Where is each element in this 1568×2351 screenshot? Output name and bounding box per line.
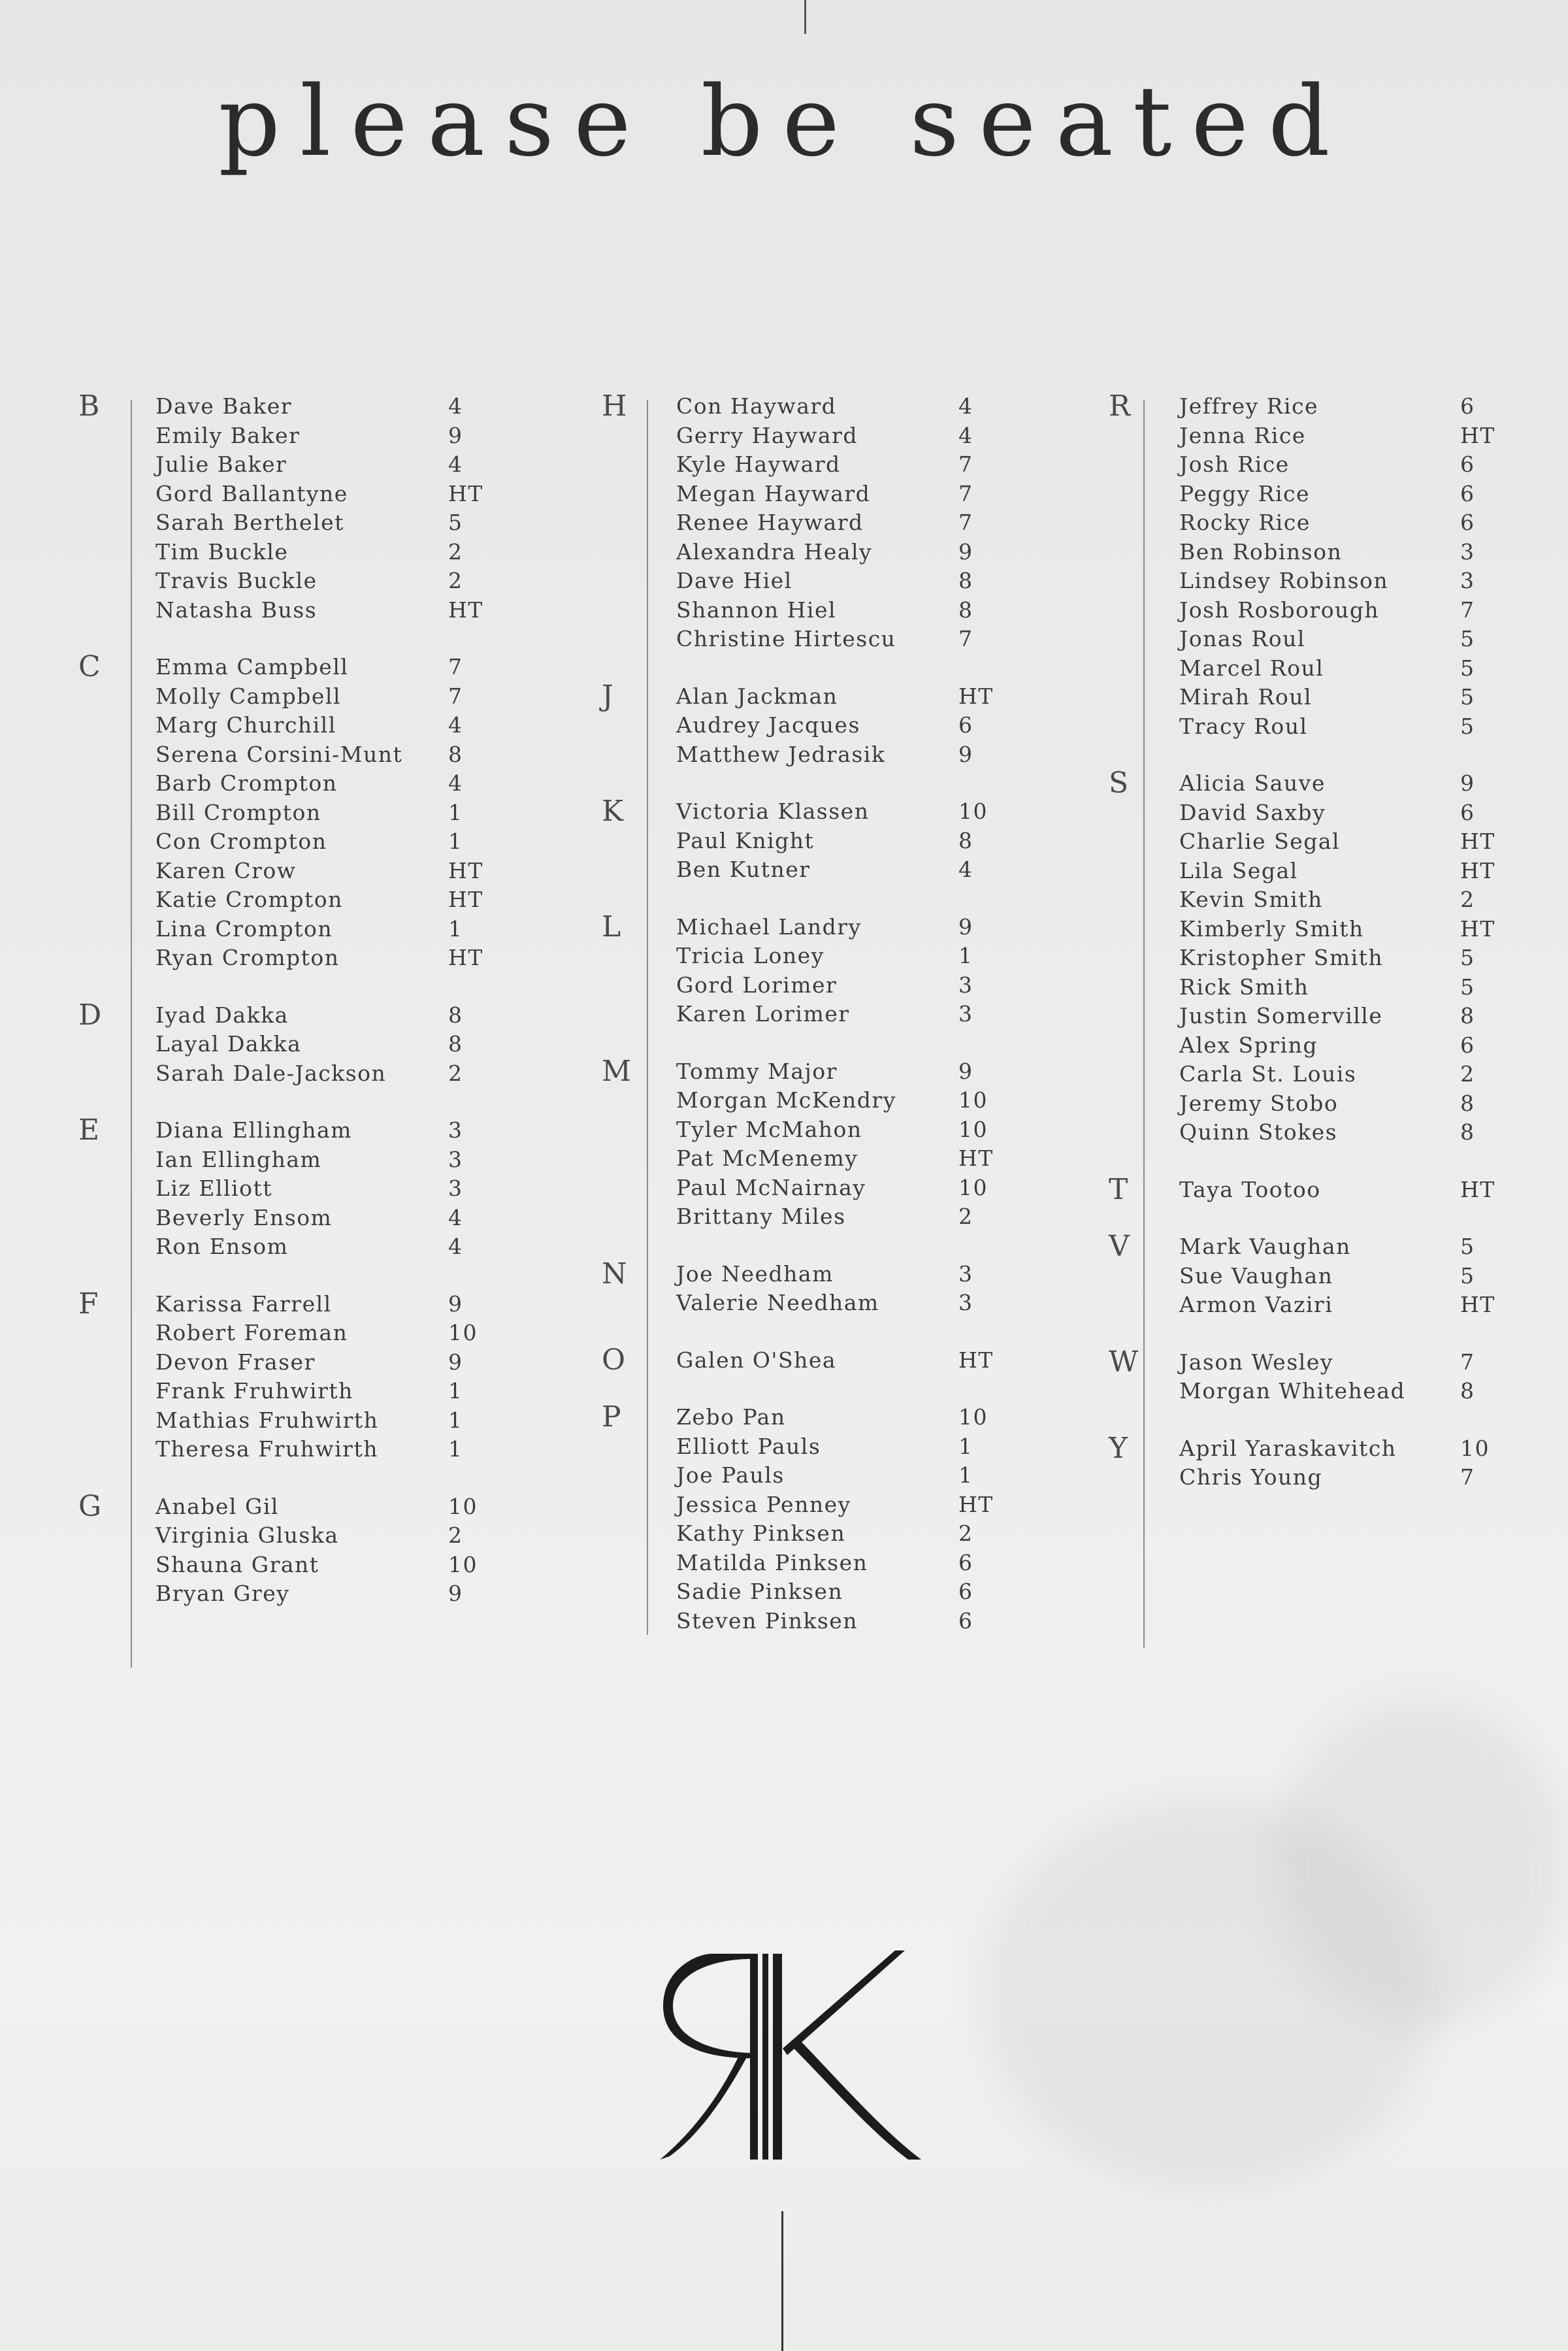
guest-name: Charlie Segal bbox=[1179, 829, 1341, 854]
table-number: 3 bbox=[448, 1176, 463, 1201]
guest-name: Morgan Whitehead bbox=[1179, 1378, 1406, 1404]
guest-name: Paul McNairnay bbox=[676, 1174, 866, 1200]
table-number: HT bbox=[958, 1145, 994, 1171]
group-letter: J bbox=[602, 679, 613, 713]
guest-name: Audrey Jacques bbox=[676, 712, 860, 738]
guest-name: Joe Needham bbox=[676, 1260, 834, 1287]
guest-name: Beverly Ensom bbox=[155, 1204, 333, 1230]
guest-name: Tommy Major bbox=[676, 1058, 838, 1084]
guest-name: Michael Landry bbox=[676, 913, 862, 940]
table-number: 3 bbox=[1460, 568, 1475, 593]
guest-name: Gord Ballantyne bbox=[155, 480, 348, 506]
guest-name: Sue Vaughan bbox=[1179, 1262, 1333, 1289]
guest-name: Anabel Gil bbox=[155, 1493, 279, 1519]
table-number: 2 bbox=[1460, 887, 1475, 912]
table-number: HT bbox=[448, 597, 483, 623]
table-number: 10 bbox=[448, 1551, 478, 1577]
guest-name: Lindsey Robinson bbox=[1179, 568, 1389, 593]
guest-name: Matilda Pinksen bbox=[676, 1549, 868, 1575]
guest-name: April Yaraskavitch bbox=[1179, 1435, 1397, 1461]
table-number: 2 bbox=[1460, 1061, 1475, 1087]
table-number: 4 bbox=[958, 857, 973, 882]
guest-name: Tracy Roul bbox=[1179, 713, 1308, 739]
guest-name: Victoria Klassen bbox=[676, 798, 870, 824]
group-letter: H bbox=[602, 389, 627, 423]
guest-name: Natasha Buss bbox=[155, 597, 318, 623]
guest-name: Paul Knight bbox=[676, 827, 815, 853]
guest-name: Ian Ellingham bbox=[155, 1146, 322, 1172]
guest-name: Carla St. Louis bbox=[1179, 1061, 1357, 1087]
table-number: HT bbox=[1460, 422, 1495, 448]
group-letter: C bbox=[78, 650, 101, 683]
table-number: 6 bbox=[1460, 480, 1475, 506]
table-number: HT bbox=[1460, 829, 1495, 854]
table-number: 5 bbox=[1460, 713, 1475, 739]
table-number: 10 bbox=[448, 1493, 478, 1519]
column-divider bbox=[131, 400, 132, 1668]
guest-name: Mathias Fruhwirth bbox=[155, 1407, 379, 1433]
column-divider bbox=[647, 400, 648, 1635]
guest-name: Lina Crompton bbox=[155, 915, 333, 942]
guest-name: Robert Foreman bbox=[155, 1320, 348, 1345]
table-number: 8 bbox=[448, 1031, 463, 1057]
guest-name: Shannon Hiel bbox=[676, 597, 837, 623]
guest-name: Christine Hirtescu bbox=[676, 626, 896, 651]
table-number: 2 bbox=[958, 1204, 973, 1229]
guest-name: Emma Campbell bbox=[155, 654, 349, 680]
group-letter: K bbox=[602, 795, 623, 828]
guest-name: Dave Baker bbox=[155, 393, 293, 419]
guest-name: Kevin Smith bbox=[1179, 887, 1323, 912]
guest-name: Marg Churchill bbox=[155, 712, 336, 738]
group-letter: O bbox=[602, 1343, 626, 1377]
table-number: 1 bbox=[448, 799, 463, 825]
table-number: 2 bbox=[448, 568, 463, 593]
guest-name: Alan Jackman bbox=[676, 683, 838, 709]
guest-name: Peggy Rice bbox=[1179, 480, 1311, 506]
guest-name: Sarah Berthelet bbox=[155, 510, 344, 535]
bottom-hanging-line bbox=[781, 2211, 783, 2351]
table-number: 7 bbox=[1460, 597, 1475, 623]
table-number: 3 bbox=[958, 972, 973, 998]
guest-name: Sadie Pinksen bbox=[676, 1579, 843, 1604]
guest-name: Justin Somerville bbox=[1179, 1003, 1383, 1028]
guest-name: Karissa Farrell bbox=[155, 1291, 332, 1317]
table-number: 4 bbox=[448, 452, 463, 477]
table-number: 3 bbox=[958, 1260, 973, 1287]
guest-name: Galen O'Shea bbox=[676, 1347, 837, 1373]
table-number: 4 bbox=[448, 712, 463, 738]
table-number: 1 bbox=[448, 1436, 463, 1462]
guest-name: Bill Crompton bbox=[155, 799, 321, 825]
table-number: 7 bbox=[958, 480, 973, 506]
table-number: 3 bbox=[958, 1290, 973, 1315]
guest-name: Tyler McMahon bbox=[676, 1116, 862, 1142]
table-number: 8 bbox=[1460, 1378, 1475, 1404]
table-number: 10 bbox=[958, 1087, 988, 1113]
table-number: 1 bbox=[958, 943, 973, 968]
guest-name: Shauna Grant bbox=[155, 1551, 319, 1577]
table-number: 6 bbox=[1460, 393, 1475, 419]
group-letter: L bbox=[602, 910, 621, 944]
guest-name: Ben Robinson bbox=[1179, 538, 1343, 565]
group-letter: V bbox=[1109, 1230, 1130, 1263]
table-number: 9 bbox=[448, 1291, 463, 1317]
top-hanging-line bbox=[804, 0, 806, 34]
guest-name: Gerry Hayward bbox=[676, 422, 858, 448]
table-number: 8 bbox=[958, 568, 973, 593]
guest-name: Con Hayward bbox=[676, 393, 837, 419]
table-number: 9 bbox=[448, 422, 463, 448]
guest-name: Gord Lorimer bbox=[676, 972, 838, 998]
wall-shadow-2 bbox=[1274, 1699, 1568, 2026]
guest-name: Con Crompton bbox=[155, 829, 327, 854]
table-number: 5 bbox=[1460, 1234, 1475, 1259]
guest-name: Jonas Roul bbox=[1179, 626, 1305, 651]
guest-name: Kathy Pinksen bbox=[676, 1521, 846, 1546]
group-letter: G bbox=[78, 1489, 102, 1523]
table-number: 8 bbox=[1460, 1090, 1475, 1116]
table-number: 3 bbox=[958, 1001, 973, 1027]
table-number: 8 bbox=[448, 1002, 463, 1028]
table-number: 9 bbox=[448, 1581, 463, 1606]
guest-name: Tricia Loney bbox=[676, 943, 825, 968]
table-number: 6 bbox=[1460, 452, 1475, 477]
table-number: 2 bbox=[448, 1060, 463, 1086]
group-letter: S bbox=[1109, 766, 1129, 800]
guest-name: Jeffrey Rice bbox=[1179, 393, 1319, 419]
table-number: 8 bbox=[1460, 1003, 1475, 1028]
table-number: 2 bbox=[448, 538, 463, 565]
table-number: 3 bbox=[448, 1146, 463, 1172]
guest-name: Molly Campbell bbox=[155, 683, 342, 709]
guest-name: Pat McMenemy bbox=[676, 1145, 858, 1171]
table-number: 5 bbox=[1460, 684, 1475, 710]
guest-name: Alicia Sauve bbox=[1179, 770, 1326, 796]
table-number: 4 bbox=[448, 770, 463, 796]
guest-name: Mark Vaughan bbox=[1179, 1234, 1351, 1259]
table-number: 4 bbox=[958, 393, 973, 419]
guest-name: Zebo Pan bbox=[676, 1404, 786, 1430]
table-number: 6 bbox=[1460, 510, 1475, 535]
guest-name: Sarah Dale-Jackson bbox=[155, 1060, 387, 1086]
guest-name: Steven Pinksen bbox=[676, 1607, 858, 1634]
table-number: 1 bbox=[958, 1433, 973, 1459]
table-number: 8 bbox=[448, 741, 463, 767]
guest-name: Liz Elliott bbox=[155, 1176, 272, 1201]
guest-name: Renee Hayward bbox=[676, 510, 864, 535]
guest-name: Josh Rosborough bbox=[1179, 597, 1380, 623]
table-number: 9 bbox=[448, 1349, 463, 1375]
table-number: 7 bbox=[1460, 1464, 1475, 1490]
table-number: 6 bbox=[958, 1579, 973, 1604]
table-number: HT bbox=[1460, 1176, 1495, 1202]
guest-name: Julie Baker bbox=[155, 452, 287, 477]
guest-name: Megan Hayward bbox=[676, 480, 871, 506]
rk-monogram-logo bbox=[634, 1934, 941, 2169]
guest-name: Virginia Gluska bbox=[155, 1522, 339, 1548]
guest-name: Alexandra Healy bbox=[676, 538, 873, 565]
guest-name: Jessica Penney bbox=[676, 1491, 851, 1517]
table-number: 4 bbox=[958, 422, 973, 448]
table-number: 7 bbox=[958, 626, 973, 651]
guest-name: Jeremy Stobo bbox=[1179, 1090, 1339, 1116]
table-number: 2 bbox=[958, 1521, 973, 1546]
guest-name: Tim Buckle bbox=[155, 538, 289, 565]
table-number: 4 bbox=[448, 1204, 463, 1230]
guest-name: Barb Crompton bbox=[155, 770, 338, 796]
table-number: 5 bbox=[1460, 974, 1475, 1000]
guest-name: Lila Segal bbox=[1179, 857, 1298, 883]
table-number: 10 bbox=[448, 1320, 478, 1345]
table-number: HT bbox=[448, 480, 483, 506]
guest-name: Elliott Pauls bbox=[676, 1433, 821, 1459]
guest-name: Layal Dakka bbox=[155, 1031, 302, 1057]
guest-name: Ron Ensom bbox=[155, 1234, 289, 1259]
guest-name: Brittany Miles bbox=[676, 1204, 846, 1229]
table-number: 5 bbox=[448, 510, 463, 535]
table-number: 5 bbox=[1460, 945, 1475, 970]
group-letter: T bbox=[1109, 1172, 1128, 1206]
table-number: 9 bbox=[958, 538, 973, 565]
guest-name: Joe Pauls bbox=[676, 1462, 785, 1488]
table-number: 10 bbox=[958, 798, 988, 824]
table-number: HT bbox=[1460, 915, 1495, 942]
guest-name: Mirah Roul bbox=[1179, 684, 1313, 710]
guest-name: Josh Rice bbox=[1179, 452, 1290, 477]
guest-name: Theresa Fruhwirth bbox=[155, 1436, 378, 1462]
table-number: 5 bbox=[1460, 1262, 1475, 1289]
group-letter: R bbox=[1109, 389, 1131, 423]
table-number: 2 bbox=[448, 1522, 463, 1548]
guest-name: Morgan McKendry bbox=[676, 1087, 896, 1113]
guest-name: David Saxby bbox=[1179, 799, 1326, 825]
guest-name: Kyle Hayward bbox=[676, 452, 841, 477]
table-number: 1 bbox=[448, 1407, 463, 1433]
table-number: 6 bbox=[1460, 1032, 1475, 1058]
table-number: HT bbox=[1460, 857, 1495, 883]
group-letter: M bbox=[602, 1054, 632, 1088]
guest-name: Dave Hiel bbox=[676, 568, 792, 593]
table-number: 1 bbox=[448, 829, 463, 854]
guest-name: Rick Smith bbox=[1179, 974, 1309, 1000]
table-number: 9 bbox=[958, 741, 973, 767]
guest-name: Iyad Dakka bbox=[155, 1002, 289, 1028]
table-number: HT bbox=[958, 1347, 994, 1373]
table-number: HT bbox=[448, 945, 483, 970]
table-number: 8 bbox=[1460, 1119, 1475, 1145]
group-letter: E bbox=[78, 1113, 100, 1147]
table-number: 3 bbox=[1460, 538, 1475, 565]
table-number: 8 bbox=[958, 827, 973, 853]
table-number: 6 bbox=[1460, 799, 1475, 825]
table-number: 7 bbox=[958, 452, 973, 477]
table-number: 6 bbox=[958, 1607, 973, 1634]
guest-name: Rocky Rice bbox=[1179, 510, 1311, 535]
guest-name: Frank Fruhwirth bbox=[155, 1378, 353, 1404]
guest-name: Matthew Jedrasik bbox=[676, 741, 886, 767]
group-letter: F bbox=[78, 1287, 99, 1321]
guest-name: Diana Ellingham bbox=[155, 1117, 352, 1143]
guest-name: Chris Young bbox=[1179, 1464, 1323, 1490]
guest-name: Serena Corsini-Munt bbox=[155, 741, 403, 767]
table-number: 7 bbox=[1460, 1349, 1475, 1375]
guest-name: Emily Baker bbox=[155, 422, 301, 448]
table-number: 1 bbox=[958, 1462, 973, 1488]
table-number: 7 bbox=[448, 683, 463, 709]
guest-name: Karen Crow bbox=[155, 857, 297, 883]
group-letter: N bbox=[602, 1257, 627, 1291]
guest-name: Jenna Rice bbox=[1179, 422, 1306, 448]
table-number: HT bbox=[448, 857, 483, 883]
guest-name: Ben Kutner bbox=[676, 857, 811, 882]
table-number: 6 bbox=[958, 1549, 973, 1575]
group-letter: B bbox=[78, 389, 100, 423]
guest-name: Alex Spring bbox=[1179, 1032, 1318, 1058]
guest-name: Jason Wesley bbox=[1179, 1349, 1333, 1375]
table-number: 4 bbox=[448, 1234, 463, 1259]
table-number: 9 bbox=[958, 913, 973, 940]
table-number: 4 bbox=[448, 393, 463, 419]
guest-name: Armon Vaziri bbox=[1179, 1292, 1333, 1317]
table-number: HT bbox=[958, 683, 994, 709]
group-letter: P bbox=[602, 1400, 621, 1434]
page-title: please be seated bbox=[218, 65, 1350, 178]
guest-name: Katie Crompton bbox=[155, 887, 343, 912]
guest-name: Bryan Grey bbox=[155, 1581, 290, 1606]
table-number: HT bbox=[958, 1491, 994, 1517]
table-number: 3 bbox=[448, 1117, 463, 1143]
table-number: 10 bbox=[958, 1116, 988, 1142]
group-letter: D bbox=[78, 998, 102, 1032]
guest-name: Devon Fraser bbox=[155, 1349, 316, 1375]
table-number: 1 bbox=[448, 915, 463, 942]
guest-name: Quinn Stokes bbox=[1179, 1119, 1338, 1145]
group-letter: W bbox=[1109, 1345, 1139, 1379]
table-number: 8 bbox=[958, 597, 973, 623]
guest-name: Kimberly Smith bbox=[1179, 915, 1364, 942]
table-number: HT bbox=[448, 887, 483, 912]
table-number: 10 bbox=[958, 1404, 988, 1430]
table-number: 10 bbox=[1460, 1435, 1490, 1461]
guest-name: Marcel Roul bbox=[1179, 655, 1324, 681]
table-number: 9 bbox=[1460, 770, 1475, 796]
table-number: 7 bbox=[958, 510, 973, 535]
table-number: HT bbox=[1460, 1292, 1495, 1317]
table-number: 6 bbox=[958, 712, 973, 738]
guest-name: Valerie Needham bbox=[676, 1290, 879, 1315]
group-letter: Y bbox=[1109, 1431, 1128, 1465]
guest-name: Ryan Crompton bbox=[155, 945, 340, 970]
guest-name: Kristopher Smith bbox=[1179, 945, 1384, 970]
table-number: 5 bbox=[1460, 655, 1475, 681]
table-number: 5 bbox=[1460, 626, 1475, 651]
table-number: 1 bbox=[448, 1378, 463, 1404]
guest-name: Karen Lorimer bbox=[676, 1001, 850, 1027]
guest-name: Taya Tootoo bbox=[1179, 1176, 1321, 1202]
guest-name: Travis Buckle bbox=[155, 568, 318, 593]
table-number: 9 bbox=[958, 1058, 973, 1084]
table-number: 10 bbox=[958, 1174, 988, 1200]
table-number: 7 bbox=[448, 654, 463, 680]
